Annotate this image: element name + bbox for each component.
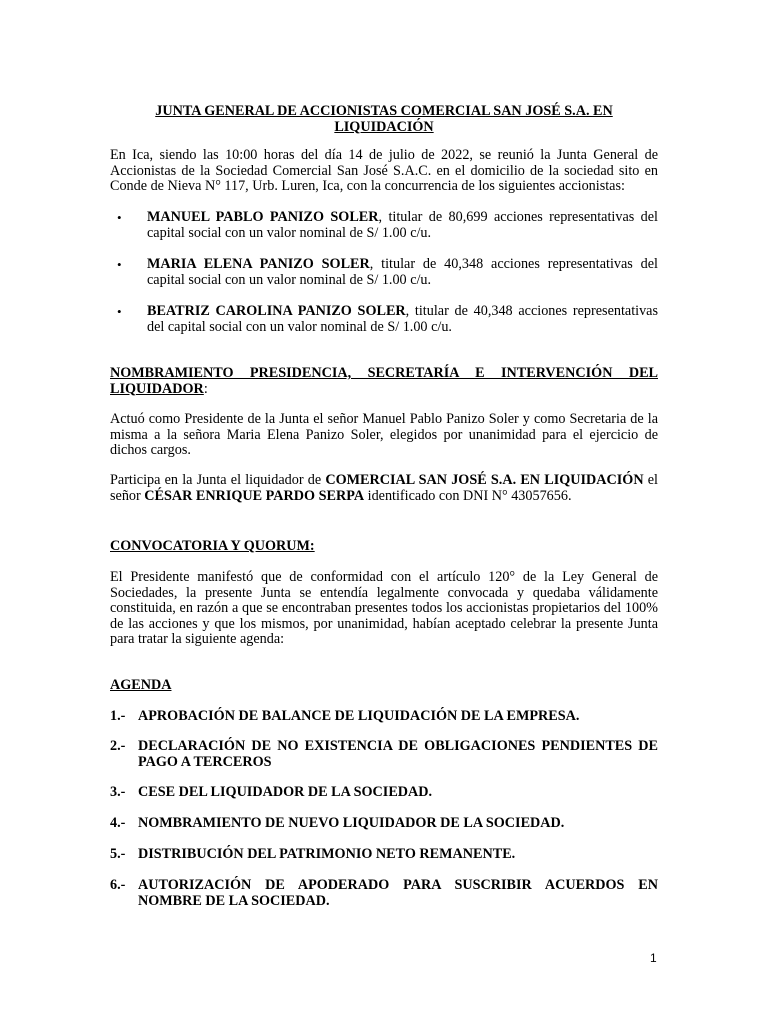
agenda-item-text: CESE DEL LIQUIDADOR DE LA SOCIEDAD. [138, 784, 433, 800]
section-heading-text: NOMBRAMIENTO PRESIDENCIA, SECRETARÍA E INTERVENCIÓN DEL LIQUIDADOR [110, 365, 658, 397]
appointment-paragraph: Actuó como Presidente de la Junta el señor Manuel Pablo Panizo Soler y como Secretaria de la misma a la señora Maria Elena Panizo Soler, elegidos por unanimidad para el ejercicio de dichos cargos. [110, 411, 658, 458]
shareholder-name: MARIA ELENA PANIZO SOLER [147, 256, 370, 272]
section-heading-appointment [110, 366, 658, 397]
agenda-item-text: DISTRIBUCIÓN DEL PATRIMONIO NETO REMANENTE. [138, 846, 516, 862]
agenda-item-number: 3.- [110, 784, 126, 800]
shareholder-name: BEATRIZ CAROLINA PANIZO SOLER [147, 303, 406, 319]
agenda-item-text: APROBACIÓN DE BALANCE DE LIQUIDACIÓN DE LA EMPRESA. [138, 708, 580, 724]
agenda-item-number: 6.- [110, 877, 126, 893]
shareholder-detail: , titular de 80,699 acciones representativas del capital social con un valor nominal de S/ 1.00 c/u. [147, 209, 659, 241]
document-title [110, 104, 658, 135]
agenda-item-text: DECLARACIÓN DE NO EXISTENCIA DE OBLIGACIONES PENDIENTES DE PAGO A TERCEROS [138, 738, 658, 770]
bullet-icon: • [117, 257, 122, 272]
section-heading-quorum: CONVOCATORIA Y QUORUM: [110, 538, 315, 554]
document-page [110, 0, 658, 1024]
agenda-item-number: 5.- [110, 846, 126, 862]
agenda-item-number: 2.- [110, 738, 126, 754]
shareholder-detail: , titular de 40,348 acciones representativas del capital social con un valor nominal de S/ 1.00 c/u. [147, 303, 658, 335]
agenda-item-text: NOMBRAMIENTO DE NUEVO LIQUIDADOR DE LA SOCIEDAD. [138, 815, 565, 831]
agenda-item-number: 4.- [110, 815, 126, 831]
intro-paragraph: En Ica, siendo las 10:00 horas del día 14 de julio de 2022, se reunió la Junta General de Accionistas de la Sociedad Comercial San José S.A.C. en el domicilio de la sociedad sito en Conde de Nieva N° 117, Urb. Luren, Ica, con la concurrencia de los siguientes accionistas: [110, 147, 658, 194]
page-number: 1 [650, 951, 657, 965]
title-line-1: JUNTA GENERAL DE ACCIONISTAS COMERCIAL SAN JOSÉ S.A. EN [155, 103, 613, 119]
section-heading-suffix: : [203, 380, 208, 397]
bullet-icon: • [117, 304, 122, 319]
agenda-heading: AGENDA [110, 677, 172, 693]
title-line-2: LIQUIDACIÓN [334, 118, 434, 135]
agenda-item-number: 1.- [110, 708, 126, 724]
shareholder-detail: , titular de 40,348 acciones representativas del capital social con un valor nominal de S/ 1.00 c/u. [147, 256, 659, 288]
agenda-item-text: AUTORIZACIÓN DE APODERADO PARA SUSCRIBIR ACUERDOS EN NOMBRE DE LA SOCIEDAD. [138, 877, 658, 909]
liquidator-name: CÉSAR ENRIQUE PARDO SERPA [144, 487, 365, 504]
quorum-paragraph: El Presidente manifestó que de conformidad con el artículo 120° de la Ley General de Sociedades, la presente Junta se entendía legalmente convocada y quedaba válidamente constituida, en razón a que se encontraban presentes todos los accionistas propietarios del 100% de las acciones y que los mismos, por unanimidad, habían aceptado celebrar la presente Junta para tratar la siguiente agenda: [110, 569, 658, 647]
company-name: COMERCIAL SAN JOSÉ S.A. EN LIQUIDACIÓN [325, 472, 644, 488]
liquidator-paragraph: Participa en la Junta el liquidador de COMERCIAL SAN JOSÉ S.A. EN LIQUIDACIÓN el señor CÉSAR ENRIQUE PARDO SERPA identificado con DNI N° 43057656. [110, 472, 659, 504]
shareholder-name: MANUEL PABLO PANIZO SOLER [147, 209, 379, 225]
bullet-icon: • [117, 210, 122, 225]
